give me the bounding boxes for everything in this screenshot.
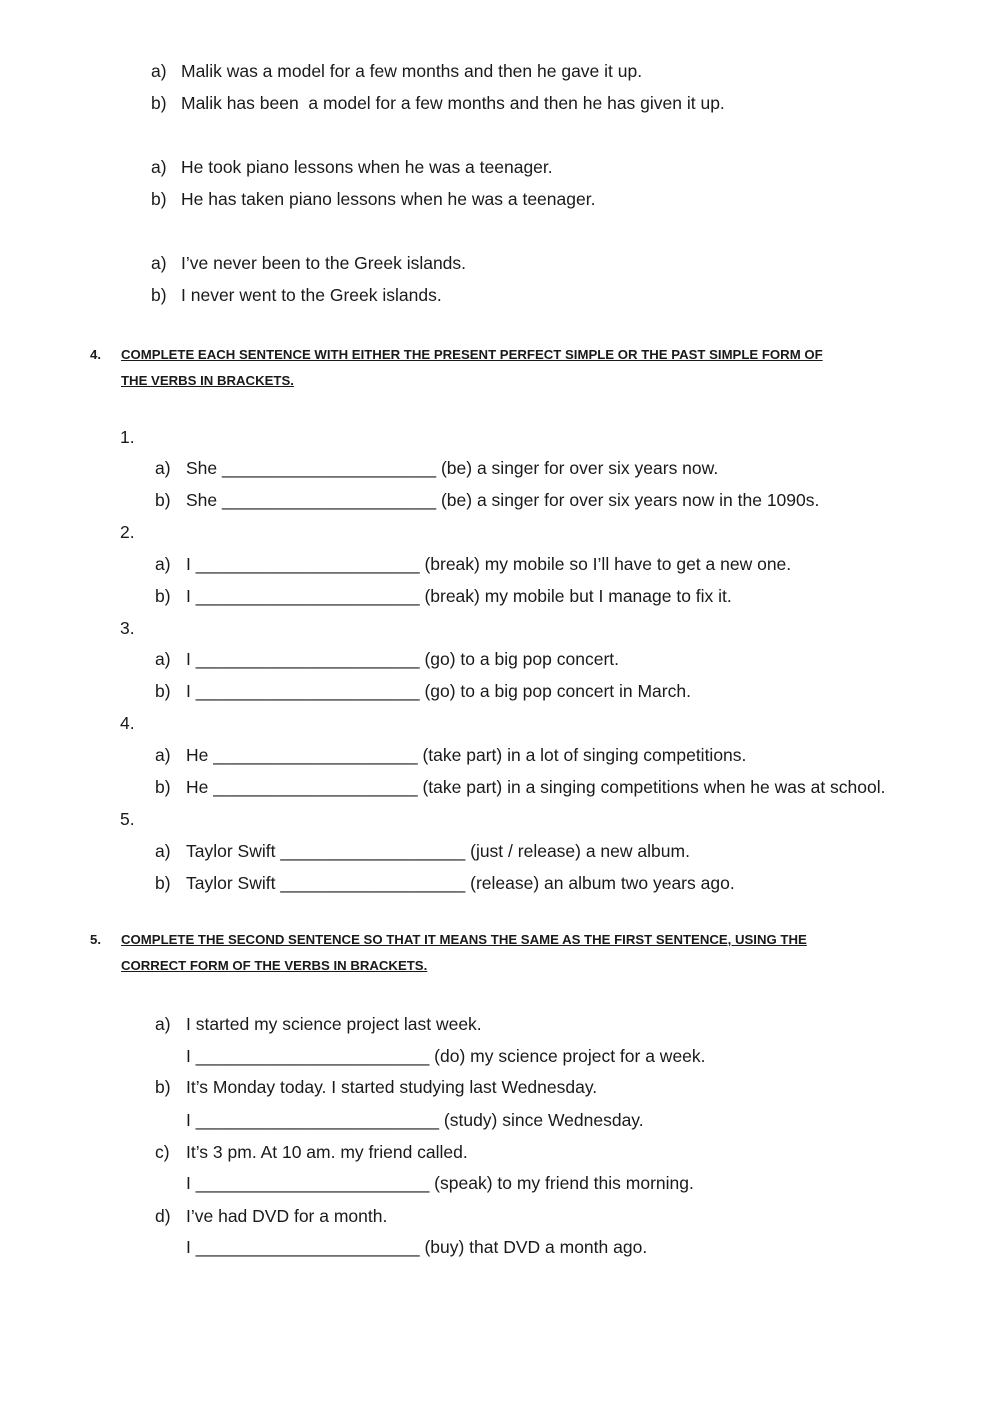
fill-in-sentence-a[interactable]: I _______________________ (go) to a big pop concert. bbox=[186, 649, 619, 669]
option-label-a: a) bbox=[151, 61, 167, 81]
fill-in-sentence-a[interactable]: I _______________________ (break) my mobile so I’ll have to get a new one. bbox=[186, 554, 792, 574]
option-label-a: a) bbox=[155, 745, 171, 765]
option-label-b: b) bbox=[151, 285, 167, 305]
option-label-a: a) bbox=[155, 841, 171, 861]
option-label-d: d) bbox=[155, 1206, 171, 1226]
option-label-b: b) bbox=[155, 586, 171, 606]
sentence-option-b: He has taken piano lessons when he was a teenager. bbox=[181, 189, 596, 209]
fill-in-sentence-b[interactable]: I _______________________ (break) my mobile but I manage to fix it. bbox=[186, 586, 732, 606]
option-label-a: a) bbox=[155, 554, 171, 574]
rewrite-sentence[interactable]: I _______________________ (buy) that DVD a month ago. bbox=[186, 1237, 648, 1257]
item-number: 2. bbox=[120, 522, 135, 542]
fill-in-sentence-b[interactable]: He _____________________ (take part) in a singing competitions when he was at school. bbox=[186, 777, 886, 797]
option-label-a: a) bbox=[155, 1014, 171, 1034]
option-label-a: a) bbox=[155, 458, 171, 478]
section-number: 4. bbox=[90, 347, 101, 362]
original-sentence: I started my science project last week. bbox=[186, 1014, 482, 1034]
option-label-a: a) bbox=[151, 157, 167, 177]
option-label-a: a) bbox=[151, 253, 167, 273]
fill-in-sentence-a[interactable]: She ______________________ (be) a singer for over six years now. bbox=[186, 458, 719, 478]
option-label-b: b) bbox=[155, 490, 171, 510]
option-label-c: c) bbox=[155, 1142, 170, 1162]
option-label-a: a) bbox=[155, 649, 171, 669]
fill-in-sentence-b[interactable]: She ______________________ (be) a singer for over six years now in the 1090s. bbox=[186, 490, 820, 510]
option-label-b: b) bbox=[151, 189, 167, 209]
original-sentence: It’s 3 pm. At 10 am. my friend called. bbox=[186, 1142, 468, 1162]
section-instruction-line-2: THE VERBS IN BRACKETS. bbox=[121, 373, 294, 388]
original-sentence: I’ve had DVD for a month. bbox=[186, 1206, 388, 1226]
fill-in-sentence-a[interactable]: Taylor Swift ___________________ (just / release) a new album. bbox=[186, 841, 690, 861]
sentence-option-a: I’ve never been to the Greek islands. bbox=[181, 253, 467, 273]
section-number: 5. bbox=[90, 932, 101, 947]
fill-in-sentence-b[interactable]: I _______________________ (go) to a big pop concert in March. bbox=[186, 681, 691, 701]
rewrite-sentence[interactable]: I ________________________ (speak) to my friend this morning. bbox=[186, 1173, 694, 1193]
section-instruction-line-2: CORRECT FORM OF THE VERBS IN BRACKETS. bbox=[121, 958, 428, 973]
option-label-b: b) bbox=[155, 1077, 171, 1097]
fill-in-sentence-a[interactable]: He _____________________ (take part) in a lot of singing competitions. bbox=[186, 745, 747, 765]
item-number: 5. bbox=[120, 809, 135, 829]
section-instruction-line-1: COMPLETE THE SECOND SENTENCE SO THAT IT MEANS THE SAME AS THE FIRST SENTENCE, USING THE bbox=[121, 932, 807, 947]
original-sentence: It’s Monday today. I started studying last Wednesday. bbox=[186, 1077, 598, 1097]
fill-in-sentence-b[interactable]: Taylor Swift ___________________ (release) an album two years ago. bbox=[186, 873, 735, 893]
sentence-option-a: He took piano lessons when he was a teenager. bbox=[181, 157, 553, 177]
sentence-option-b: I never went to the Greek islands. bbox=[181, 285, 442, 305]
item-number: 1. bbox=[120, 427, 135, 447]
rewrite-sentence[interactable]: I _________________________ (study) since Wednesday. bbox=[186, 1110, 644, 1130]
option-label-b: b) bbox=[155, 873, 171, 893]
sentence-option-a: Malik was a model for a few months and then he gave it up. bbox=[181, 61, 643, 81]
item-number: 3. bbox=[120, 618, 135, 638]
sentence-option-b: Malik has been a model for a few months and then he has given it up. bbox=[181, 93, 725, 113]
option-label-b: b) bbox=[155, 681, 171, 701]
option-label-b: b) bbox=[155, 777, 171, 797]
option-label-b: b) bbox=[151, 93, 167, 113]
item-number: 4. bbox=[120, 713, 135, 733]
section-instruction-line-1: COMPLETE EACH SENTENCE WITH EITHER THE PRESENT PERFECT SIMPLE OR THE PAST SIMPLE FORM OF bbox=[121, 347, 823, 362]
rewrite-sentence[interactable]: I ________________________ (do) my science project for a week. bbox=[186, 1046, 706, 1066]
